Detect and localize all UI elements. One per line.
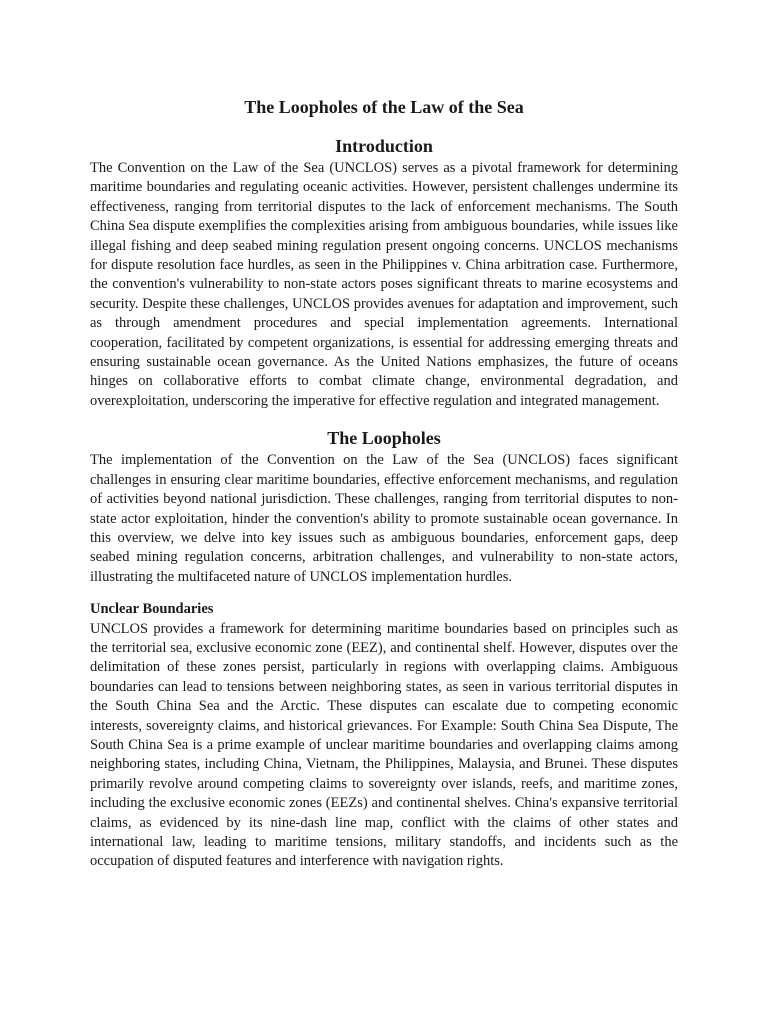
subsection-heading-unclear-boundaries: Unclear Boundaries (90, 601, 214, 618)
loopholes-paragraph: The implementation of the Convention on the Law of the Sea (UNCLOS) faces significant challenges in ensuring clear maritime boundaries, effective enforcement mechanisms, and regulation of activities beyond national jurisdiction. These challenges, ranging from territorial disputes to non-state actor exploitation, hinder the convention's ability to promote sustainable ocean governance. In this overview, we delve into key issues such as ambiguous boundaries, enforcement gaps, deep seabed mining regulation concerns, arbitration challenges, and vulnerability to non-state actors, illustrating the multifaceted nature of UNCLOS implementation hurdles. (90, 452, 678, 585)
section-heading-loopholes: The Loopholes (327, 428, 441, 449)
section-heading-introduction: Introduction (335, 136, 433, 156)
introduction-paragraph: The Convention on the Law of the Sea (UNCLOS) serves as a pivotal framework for determining maritime boundaries and regulating oceanic activities. However, persistent challenges undermine its effectiveness, ranging from territorial disputes to the lack of enforcement mechanisms. The South China Sea dispute exemplifies the complexities arising from ambiguous boundaries, while issues like illegal fishing and deep seabed mining regulation present ongoing concerns. UNCLOS mechanisms for dispute resolution face hurdles, as seen in the Philippines v. China arbitration case. Furthermore, the convention's vulnerability to non-state actors poses significant threats to marine ecosystems and security. Despite these challenges, UNCLOS provides avenues for adaptation and improvement, such as through amendment procedures and special implementation agreements. International cooperation, facilitated by competent organizations, is essential for addressing emerging threats and ensuring sustainable ocean governance. As the United Nations emphasizes, the future of oceans hinges on collaborative efforts to combat climate change, environmental degradation, and overexploitation, underscoring the imperative for effective regulation and integrated management. (90, 160, 678, 409)
unclear-boundaries-paragraph: UNCLOS provides a framework for determining maritime boundaries based on principles such as the territorial sea, exclusive economic zone (EEZ), and continental shelf. However, disputes over the delimitation of these zones persist, particularly in regions with overlapping claims. Ambiguous boundaries can lead to tensions between neighboring states, as seen in various territorial disputes in the South China Sea and the Arctic. These disputes can escalate due to competing economic interests, sovereignty claims, and historical grievances. For Example: South China Sea Dispute, The South China Sea is a prime example of unclear maritime boundaries and overlapping claims among neighboring states, including China, Vietnam, the Philippines, Malaysia, and Brunei. These disputes primarily revolve around competing claims to sovereignty over islands, reefs, and maritime zones, including the exclusive economic zones (EEZs) and continental shelves. China's expansive territorial claims, as evidenced by its nine-dash line map, conflict with the claims of other states and international law, leading to maritime tensions, military standoffs, and incidents such as the occupation of disputed features and interference with navigation rights. (90, 620, 678, 870)
document-title: The Loopholes of the Law of the Sea (244, 97, 524, 117)
